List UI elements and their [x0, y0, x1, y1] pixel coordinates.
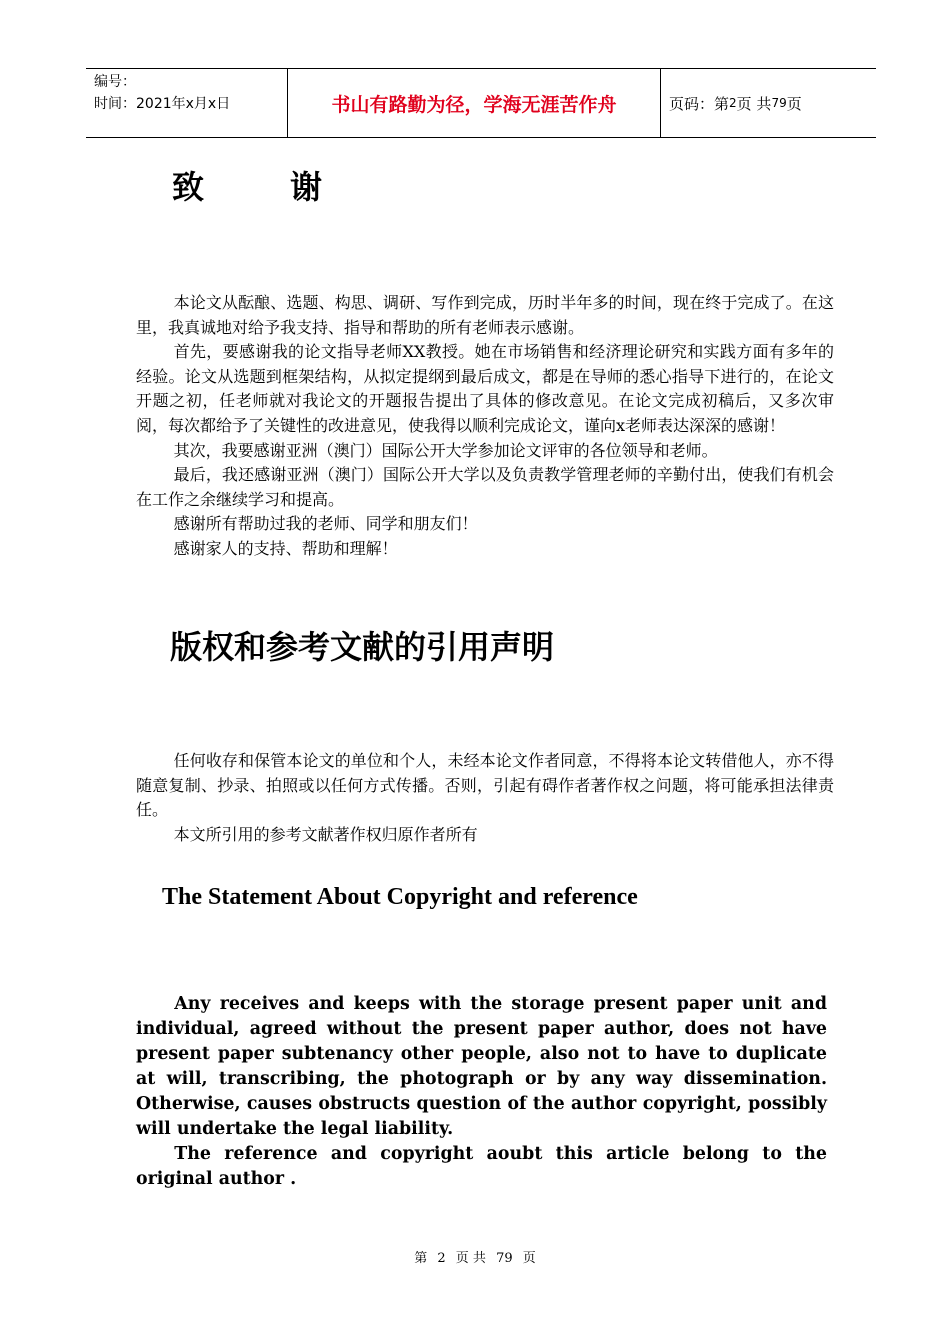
- acknowledgement-paragraph: 最后，我还感谢亚洲（澳门）国际公开大学以及负责教学管理老师的辛勤付出，使我们有机会在工作之余继续学习和提高。: [136, 465, 834, 509]
- acknowledgement-title-char-1: 致: [172, 168, 205, 206]
- page-footer: [0, 1247, 950, 1266]
- footer-page-total: 79: [496, 1251, 513, 1266]
- copyright-en-paragraph: Any receives and keeps with the storage present paper unit and individual, agreed without the present paper author, does not have present paper subtenancy other people, also not to have to duplicate at will, transcribing, the photograph or by any way dissemination. Otherwise, causes obstructs question of the author copyright, possibly will undertake the legal liability.: [136, 994, 827, 1139]
- footer-mid: 页 共: [455, 1251, 486, 1266]
- footer-suffix: 页: [522, 1251, 536, 1266]
- document-number-label: 编号：: [94, 74, 136, 90]
- acknowledgement-paragraph: 首先，要感谢我的论文指导老师XX教授。她在市场销售和经济理论研究和实践方面有多年的经验。论文从选题到框架结构，从拟定提纲到最后成文，都是在导师的悉心指导下进行的，在论文开题之初，任老师就对我论文的开题报告提出了具体的修改意见。在论文完成初稿后，又多次审阅，每次都给予了关键性的改进意见，使我得以顺利完成论文，谨向x老师表达深深的感谢！: [136, 342, 834, 435]
- copyright-en-body: [136, 992, 827, 1192]
- acknowledgement-body: [136, 291, 834, 562]
- acknowledgement-paragraph: 其次，我要感谢亚洲（澳门）国际公开大学参加论文评审的各位领导和老师。: [173, 440, 718, 460]
- copyright-cn-paragraph: 本文所引用的参考文献著作权归原作者所有: [173, 824, 478, 844]
- copyright-en-title: The Statement About Copyright and reference: [162, 884, 638, 910]
- copyright-cn-body: [136, 749, 834, 847]
- acknowledgement-paragraph: 感谢所有帮助过我的老师、同学和朋友们！: [173, 514, 478, 534]
- footer-page-current: 2: [437, 1251, 446, 1266]
- header-meta: [94, 71, 284, 115]
- header-motto: 书山有路勤为径，学海无涯苦作舟: [287, 69, 661, 137]
- header-page-suffix: 页: [786, 94, 802, 113]
- document-time-label: 时间：2021年x月x日: [94, 96, 231, 112]
- header-page-prefix: 页码：第: [669, 94, 730, 113]
- acknowledgement-paragraph: 本论文从酝酿、选题、构思、调研、写作到完成，历时半年多的时间，现在终于完成了。在这里，我真诚地对给予我支持、指导和帮助的所有老师表示感谢。: [136, 293, 834, 337]
- footer-prefix: 第: [414, 1251, 428, 1266]
- acknowledgement-title: [172, 162, 322, 208]
- page-header: [86, 68, 876, 138]
- header-page-total: 79: [771, 96, 787, 110]
- copyright-en-paragraph: The reference and copyright aoubt this article belong to the original author .: [136, 1144, 827, 1189]
- header-page-number: [669, 69, 802, 137]
- header-page-current: 2: [729, 96, 737, 110]
- copyright-cn-paragraph: 任何收存和保管本论文的单位和个人，未经本论文作者同意，不得将本论文转借他人，亦不得随意复制、抄录、拍照或以任何方式传播。否则，引起有碍作者著作权之问题，将可能承担法律责任。: [136, 751, 834, 820]
- copyright-cn-title: 版权和参考文献的引用声明: [170, 628, 555, 666]
- acknowledgement-paragraph: 感谢家人的支持、帮助和理解！: [173, 538, 398, 558]
- acknowledgement-title-char-2: 谢: [290, 168, 323, 206]
- header-page-mid: 页 共: [736, 94, 772, 113]
